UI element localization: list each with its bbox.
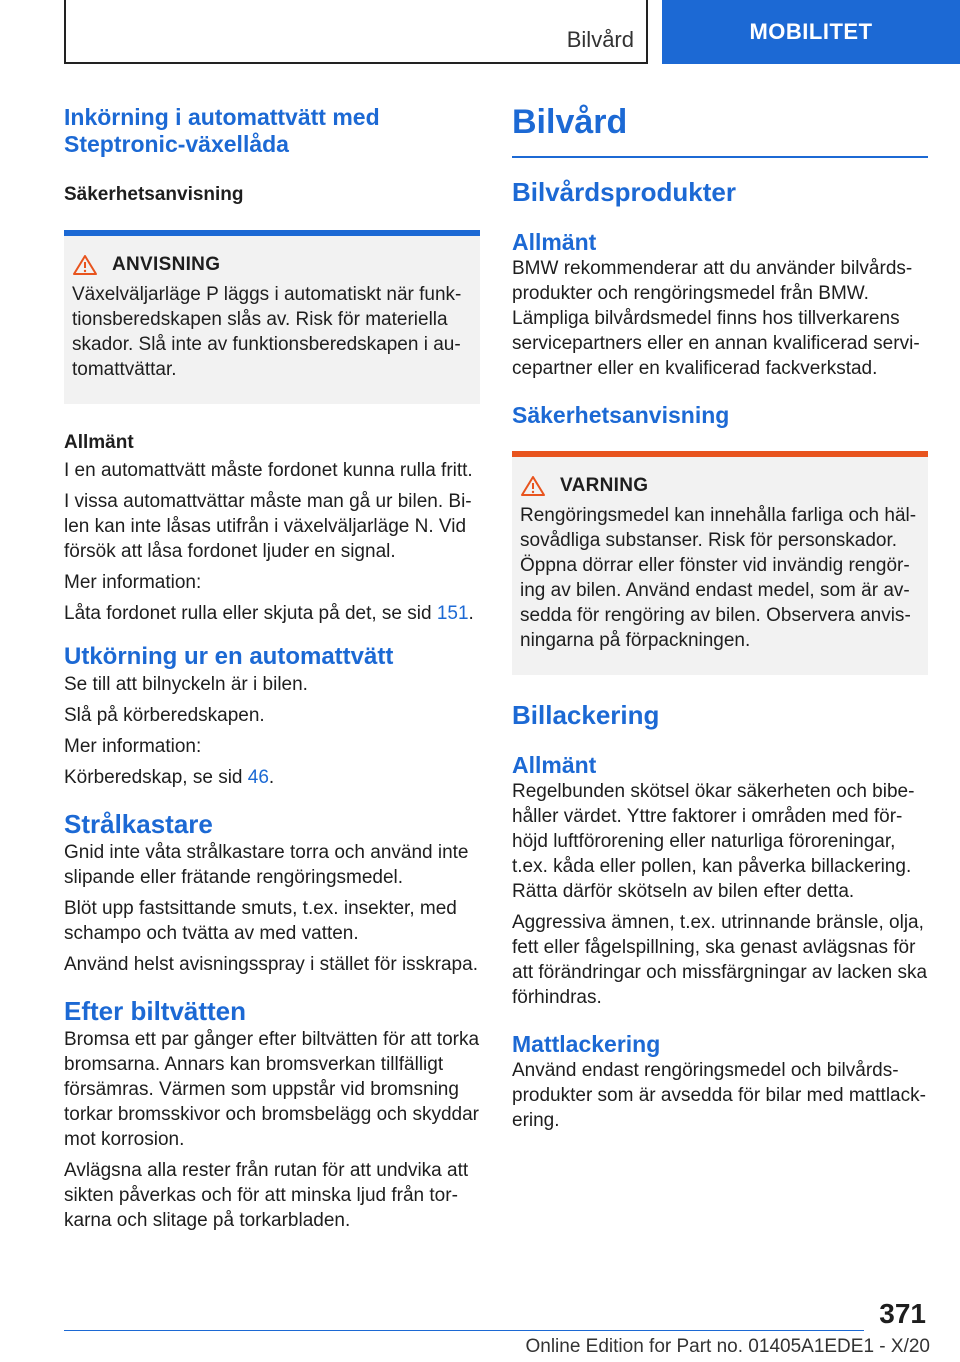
paint-p1: Regelbunden skötsel ökar säkerheten och bibehåller värdet. Yttre faktorer i områden med förhöjd luftförorening eller naturliga föroreningar, t.ex. kåda eller pollen, kan påverka billackering. Rätta därför skötseln av bilen efter detta.: [512, 781, 915, 902]
safety-heading-left: Säkerhetsanvisning: [64, 184, 244, 205]
carwash-heading: Inkörning i automattvätt med Steptronic-växellåda: [64, 104, 380, 157]
title-rule: [512, 156, 928, 158]
warning-box: [512, 451, 928, 675]
lights-p1: Gnid inte våta strålkastare torra och använd inte slipande eller frätande rengöringsmedel.: [64, 842, 469, 888]
paint-p2: Aggressiva ämnen, t.ex. utrinnande bränsle, olja, fett eller fågelspillning, ska genast avlägsnas för att förändringar och missfärgningar av lacken ska förhindras.: [512, 912, 928, 1008]
warning-label: VARNING: [560, 475, 649, 496]
lights-p3: Använd helst avisningsspray i stället för isskrapa.: [64, 954, 478, 975]
matt-p1: Använd endast rengöringsmedel och bilvårdsprodukter som är avsedda för bilar med mattlackering.: [512, 1060, 926, 1131]
paint-heading: Billackering: [512, 700, 660, 730]
exit-p3: Mer information:: [64, 736, 202, 757]
after-p2: Avlägsna alla rester från rutan för att undvika att sikten påverkas och för att minska ljud från torkarna och slitage på torkarbladen.: [64, 1160, 469, 1231]
page-number: 371: [879, 1298, 926, 1329]
matt-heading: Mattlackering: [512, 1031, 661, 1057]
notice-label: ANVISNING: [112, 254, 221, 275]
exit-p4: Körberedskap, se sid 46.: [64, 767, 275, 788]
notice-box: [64, 230, 480, 404]
warning-triangle-icon: [520, 475, 546, 497]
after-p1: Bromsa ett par gånger efter biltvätten för att torka bromsarna. Annars kan bromsverkan tillfälligt försämras. Värmen som uppstår vid bromsning torkar bromsskivor och bromsbelägg och skyddar mot korrosion.: [64, 1029, 480, 1150]
warning-text: Rengöringsmedel kan innehålla farliga och hälsovådliga substanser. Risk för personskador. Öppna dörrar eller fönster vid invändig rengöring av bilen. Använd endast medel, som är avsedda för rengöring av bilen. Observera anvisningarna på förpackningen.: [520, 505, 917, 651]
lights-p2: Blöt upp fastsittande smuts, t.ex. insekter, med schampo och tvätta av med vatten.: [64, 898, 457, 944]
warning-triangle-icon: [72, 254, 98, 276]
header-box: [64, 0, 648, 64]
chapter-tab[interactable]: MOBILITET: [662, 0, 960, 64]
general-p1: I en automattvätt måste fordonet kunna rulla fritt.: [64, 460, 473, 481]
general-p2: I vissa automattvättar måste man gå ur bilen. Bilen kan inte låsas utifrån i växelväljarläge N. Vid försök att låsa fordonet ljuder en signal.: [64, 491, 472, 562]
products-p1: BMW rekommenderar att du använder bilvårdsprodukter och rengöringsmedel från BMW. Lämpliga bilvårdsmedel finns hos tillverkarens servicepartners eller en annan kvalificerad servicepartner eller en kvalificerad fackverkstad.: [512, 258, 920, 379]
headlights-heading: Strålkastare: [64, 809, 213, 839]
products-general-heading: Allmänt: [512, 229, 597, 255]
exit-p2: Slå på körberedskapen.: [64, 705, 265, 726]
after-wash-heading: Efter biltvätten: [64, 996, 247, 1026]
notice-text: Växelväljarläge P läggs i automatiskt när funktionsberedskapen slås av. Risk för materiella skador. Slå inte av funktionsberedskapen i automattvättar.: [72, 284, 462, 380]
general-p3: Mer information:: [64, 572, 202, 593]
exit-p1: Se till att bilnyckeln är i bilen.: [64, 674, 308, 695]
exit-heading: Utkörning ur en automattvätt: [64, 643, 394, 670]
right-column: [512, 100, 928, 1139]
paint-general-heading: Allmänt: [512, 752, 597, 778]
footer-rule: [64, 1330, 864, 1331]
page-title: Bilvård: [512, 103, 628, 141]
general-heading-left: Allmänt: [64, 432, 134, 453]
footer-edition: Online Edition for Part no. 01405A1EDE1 - X/20: [525, 1336, 930, 1357]
page-link-46[interactable]: 46: [247, 767, 269, 788]
safety-heading-right: Säkerhetsanvisning: [512, 402, 730, 428]
products-heading: Bilvårdsprodukter: [512, 177, 736, 207]
section-title: Bilvård: [566, 27, 634, 52]
left-column: [64, 100, 480, 1239]
general-p4: Låta fordonet rulla eller skjuta på det, se sid 151.: [64, 603, 474, 624]
page-link-151[interactable]: 151: [436, 603, 469, 624]
